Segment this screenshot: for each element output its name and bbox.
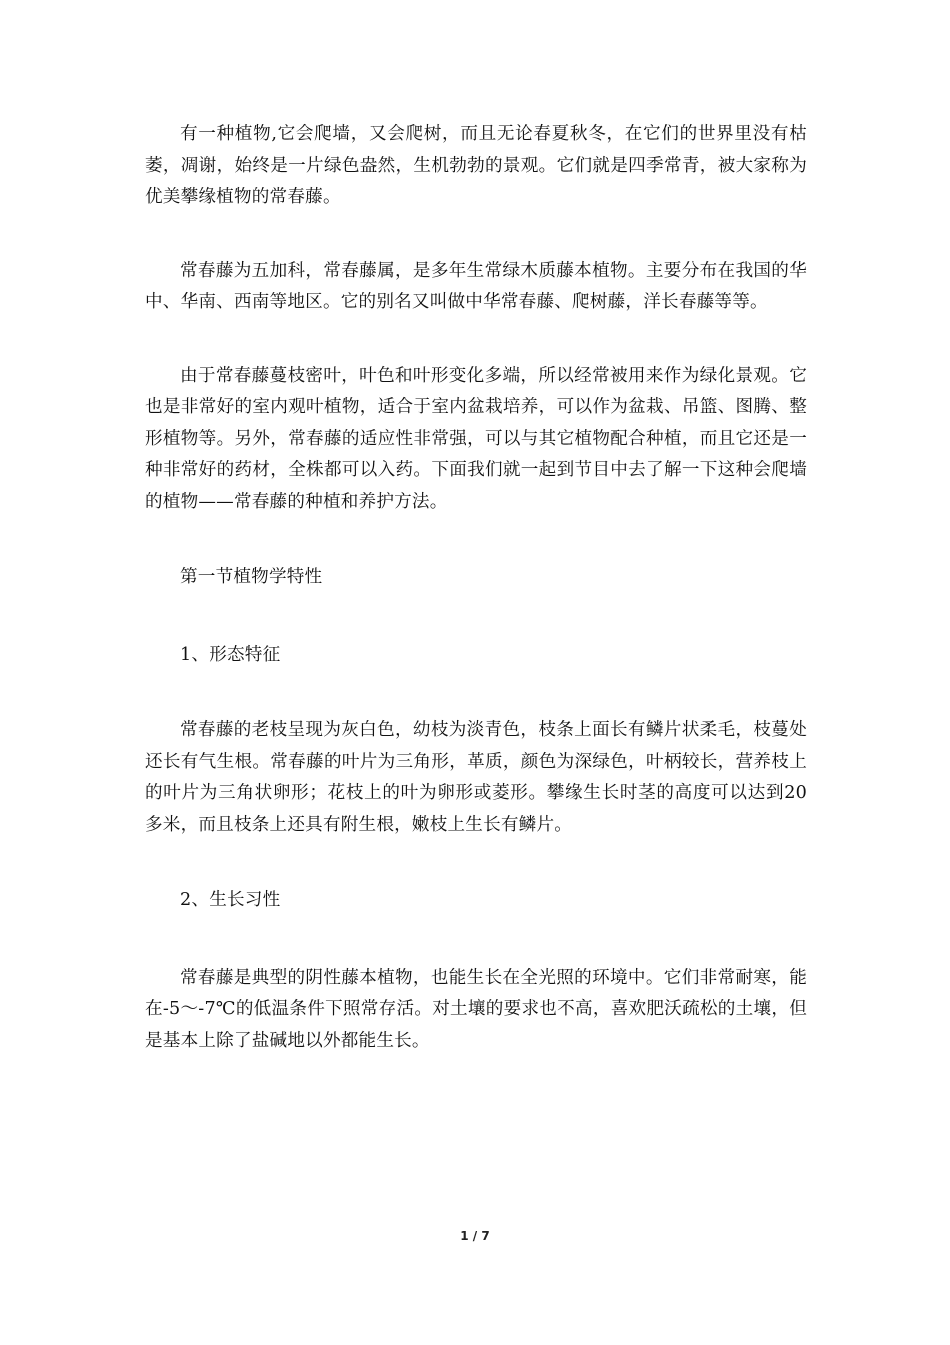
- family-paragraph: 常春藤为五加科，常春藤属，是多年生常绿木质藤本植物。主要分布在我国的华中、华南、西南等地区。它的别名又叫做中华常春藤、爬树藤，洋长春藤等等。: [145, 260, 807, 312]
- morphology-paragraph: 常春藤的老枝呈现为灰白色，幼枝为淡青色，枝条上面长有鳞片状柔毛，枝蔓处还长有气生根。常春藤的叶片为三角形，革质，颜色为深绿色，叶柄较长，营养枝上的叶片为三角状卵形；花枝上的叶为卵形或菱形。攀缘生长时茎的高度可以达到20多米，而且枝条上还具有附生根，嫩枝上生长有鳞片。: [145, 720, 807, 835]
- document-body: [145, 119, 807, 1057]
- subsection-heading-morphology: 1、形态特征: [180, 644, 281, 665]
- intro-paragraph: 有一种植物,它会爬墙，又会爬树，而且无论春夏秋冬，在它们的世界里没有枯萎，凋谢，始终是一片绿色盎然，生机勃勃的景观。它们就是四季常青，被大家称为优美攀缘植物的常春藤。: [145, 124, 807, 207]
- subsection-heading-habits: 2、生长习性: [180, 890, 281, 910]
- section-heading: 第一节植物学特性: [180, 567, 323, 587]
- page-number: 1 / 7: [460, 1229, 490, 1243]
- uses-paragraph: 由于常春藤蔓枝密叶，叶色和叶形变化多端，所以经常被用来作为绿化景观。它也是非常好的室内观叶植物，适合于室内盆栽培养，可以作为盆栽、吊篮、图腾、整形植物等。另外，常春藤的适应性非常强，可以与其它植物配合种植，而且它还是一种非常好的药材，全株都可以入药。下面我们就一起到节目中去了解一下这种会爬墙的植物——常春藤的种植和养护方法。: [145, 365, 807, 512]
- habits-paragraph: 常春藤是典型的阴性藤本植物，也能生长在全光照的环境中。它们非常耐寒，能在-5～-7℃的低温条件下照常存活。对土壤的要求也不高，喜欢肥沃疏松的土壤，但是基本上除了盐碱地以外都能生长。: [145, 967, 807, 1051]
